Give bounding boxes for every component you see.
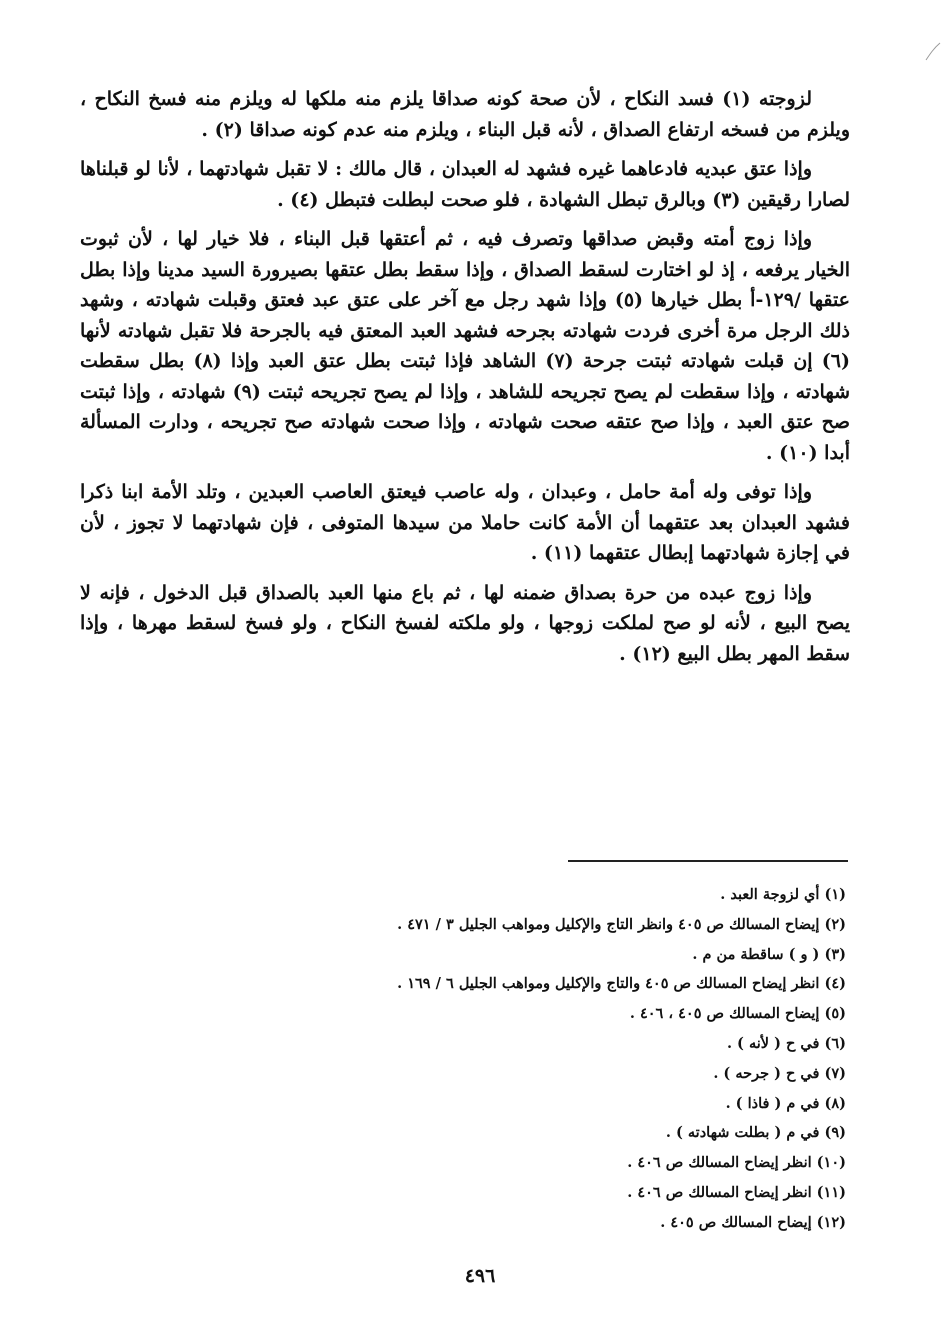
paragraph-3: وإذا زوج أمته وقبض صداقها وتصرف فيه ، ثم أعتقها قبل البناء ، فلا خيار لها ، لأن ثبوت الخيار يرفعه ، إذ لو اختارت لسقط الصداق ، وإذا سقط بطل عتقها بصيرورة السيد مدينا وإذا بطل عتقها /١٢٩-أ بطل خيارها (٥) وإذا شهد رجل مع آخر على عتق عبد فعتق وقبلت شهادته ، وشهد ذلك الرجل مرة أخرى فردت شهادته بجرحه فشهد العبد المعتق فيه بالجرحة فلا تقبل شهادته لأنها (٦) إن قبلت شهادته ثبتت جرحة (٧) الشاهد فإذا ثبتت بطل عتق العبد وإذا (٨) بطل سقطت شهادته ، وإذا سقطت لم يصح تجريحه للشاهد ، وإذا لم يصح تجريحه ثبتت (٩) شهادته ، وإذا ثبتت صح عتق العبد ، وإذا صح عتقه صحت شهادته ، وإذا صحت شهادته صح تجريحه ، ودارت المسألة أبدا (١٠) .: [80, 228, 851, 464]
footnote-1: (١) أي لزوجة العبد .: [720, 886, 846, 903]
paragraph-5: وإذا زوج عبده من حرة بصداق ضمنه لها ، ثم باع منها العبد بالصداق قبل الدخول ، فإنه لا يصح البيع ، لأنه لو صح لملكت زوجها ، ولو ملكته لفسخ النكاح ، ولو فسخ لسقط مهرها ، وإذا سقط المهر بطل البيع (١٢) .: [80, 581, 850, 665]
footnote-2: (٢) إيضاح المسالك ص ٤٠٥ وانظر التاج والإكليل ومواهب الجليل ٣ / ٤٧١ .: [397, 915, 846, 933]
footnote-5: (٥) إيضاح المسالك ص ٤٠٥ ، ٤٠٦ .: [629, 1005, 846, 1023]
corner-mark-icon: [924, 40, 942, 62]
paragraph-1: لزوجته (١) فسد النكاح ، لأن صحة كونه صداقا يلزم منه ملكها له ويلزم منه فسخ النكاح ، ويلزم من فسخه ارتفاع الصداق ، لأنه قبل البناء ، ويلزم منه عدم كونه صداقا (٢) .: [80, 88, 850, 141]
main-text: [80, 84, 850, 678]
footnotes: [146, 880, 846, 1238]
footnote-9: (٩) في م ( بطلت شهادته ) .: [665, 1124, 846, 1142]
page-number: ٤٩٦: [464, 1265, 496, 1287]
paragraph-2: وإذا عتق عبديه فادعاهما غيره فشهد له العبدان ، قال مالك : لا تقبل شهادتهما ، لأنا لو قبلناها لصارا رقيقين (٣) وبالرق تبطل الشهادة ، فلو صحت لبطلت فتبطل (٤) .: [80, 158, 850, 211]
footnote-11: (١١) انظر إيضاح المسالك ص ٤٠٦ .: [627, 1183, 846, 1201]
footnote-7: (٧) في ح ( جرحه ) .: [713, 1064, 846, 1082]
footnote-4: (٤) انظر إيضاح المسالك ص ٤٠٥ والتاج والإكليل ومواهب الجليل ٦ / ١٦٩ .: [397, 975, 846, 993]
footnote-10: (١٠) انظر إيضاح المسالك ص ٤٠٦ .: [627, 1154, 846, 1172]
footnote-divider: [568, 860, 848, 862]
footnote-6: (٦) في ح ( لأنه ) .: [726, 1034, 846, 1052]
footnote-3: (٣) ( و ) ساقطة من م .: [692, 945, 846, 963]
paragraph-4: وإذا توفى وله أمة حامل ، وعبدان ، وله عاصب فيعتق العاصب العبدين ، وتلد الأمة ابنا ذكرا فشهد العبدان بعد عتقهما أن الأمة كانت حاملا من سيدها المتوفى ، فإن شهادتهما لا تجوز ، لأن في إجازة شهادتهما إبطال عتقهما (١١) .: [80, 481, 850, 564]
footnote-12: (١٢) إيضاح المسالك ص ٤٠٥ .: [660, 1213, 846, 1231]
footnote-8: (٨) في م ( فاذا ) .: [725, 1094, 846, 1112]
